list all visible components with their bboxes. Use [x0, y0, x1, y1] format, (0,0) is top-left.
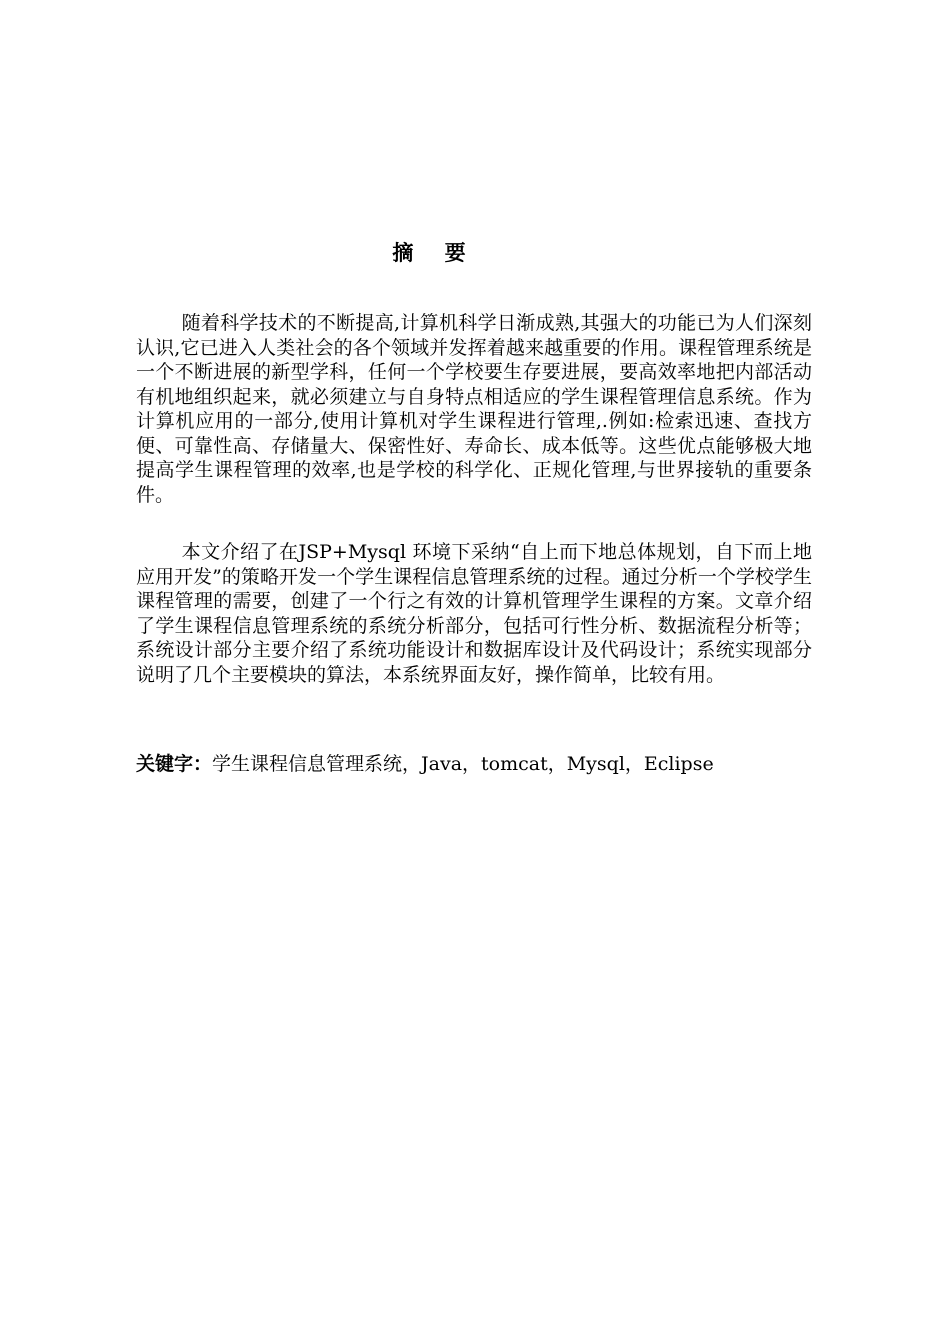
abstract-paragraph-1: 随着科学技术的不断提高,计算机科学日渐成熟,其强大的功能已为人们深刻认识,它已进入人类社会的各个领域并发挥着越来越重要的作用。课程管理系统是一个不断进展的新型学科，任何一个学校要生存要进展，要高效率地把内部活动有机地组织起来，就必须建立与自身特点相适应的学生课程管理信息系统。作为计算机应用的一部分,使用计算机对学生课程进行管理,.例如:检索迅速、查找方便、可靠性高、存储量大、保密性好、寿命长、成本低等。这些优点能够极大地提高学生课程管理的效率,也是学校的科学化、正规化管理,与世界接轨的重要条件。 [136, 312, 812, 506]
keywords-line [136, 752, 812, 776]
keywords-label: 关键字： [136, 753, 213, 775]
keywords-text: 学生课程信息管理系统，Java，tomcat，Mysql，Eclipse [212, 753, 714, 775]
abstract-title: 摘 要 [392, 241, 478, 265]
abstract-paragraph-2: 本文介绍了在JSP+Mysql 环境下采纳“自上而下地总体规划，自下而上地应用开发”的策略开发一个学生课程信息管理系统的过程。通过分析一个学校学生课程管理的需要，创建了一个行之有效的计算机管理学生课程的方案。文章介绍了学生课程信息管理系统的系统分析部分，包括可行性分析、数据流程分析等；系统设计部分主要介绍了系统功能设计和数据库设计及代码设计；系统实现部分说明了几个主要模块的算法，本系统界面友好，操作简单，比较有用。 [136, 541, 812, 686]
